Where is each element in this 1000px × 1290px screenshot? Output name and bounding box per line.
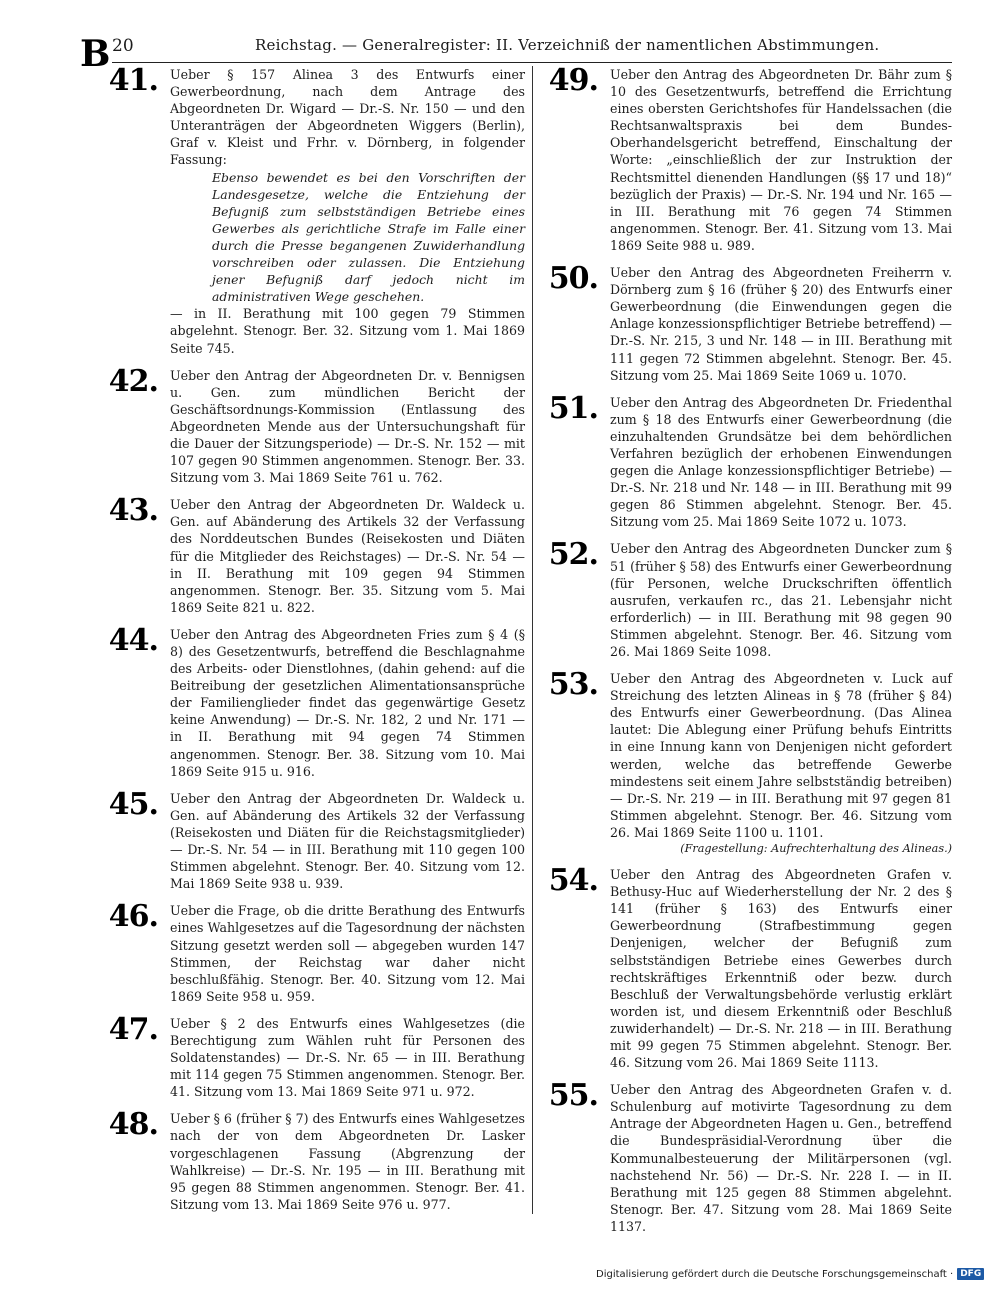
entry-number: 48. (108, 1107, 158, 1143)
vote-entry (540, 1078, 952, 1235)
entry-number: 44. (108, 622, 158, 658)
entry-number: 53. (548, 667, 598, 703)
entry-number: 49. (548, 63, 598, 98)
right-column (540, 63, 952, 1245)
entry-number: 45. (108, 786, 158, 822)
dfg-logo: DFG (957, 1268, 984, 1280)
column-divider (532, 66, 533, 1214)
entry-number: 55. (548, 1078, 598, 1114)
entry-result: — in II. Berathung mit 100 gegen 79 Stimmen abgelehnt. Stenogr. Ber. 32. Sitzung vom 1. Mai 1869 Seite 745. (170, 306, 525, 356)
running-header: Reichstag. — Generalregister: II. Verzeichniß der namentlichen Abstimmungen. (255, 36, 880, 54)
entry-text: Ueber den Antrag des Abgeordneten Dr. Friedenthal zum § 18 des Entwurfs einer Gewerbeordnung (die einzuhaltenden Grundsätze bei dem behördlichen Verfahren bezüglich der erhobenen Einwendungen gegen die Anlage konzessionspflichtiger Betriebe) — Dr.-S. Nr. 218 und Nr. 148 — in III. Berathung mit 99 gegen 86 Stimmen abgelehnt. Stenogr. Ber. 45. Sitzung vom 25. Mai 1869 Seite 1072 u. 1073. (610, 394, 952, 530)
entry-number: 41. (108, 63, 158, 98)
entry-number: 50. (548, 261, 598, 297)
entry-text: Ueber § 6 (früher § 7) des Entwurfs eines Wahlgesetzes nach der von dem Abgeordneten Dr. Lasker vorgeschlagenen Fassung (Abgrenzung der Wahlkreise) — Dr.-S. Nr. 195 — in III. Berathung mit 95 gegen 88 Stimmen angenommen. Stenogr. Ber. 41. Sitzung vom 13. Mai 1869 Seite 976 u. 977. (170, 1111, 525, 1212)
credit-text: Digitalisierung gefördert durch die Deutsche Forschungsgemeinschaft · (596, 1268, 954, 1280)
entry-text: Ueber den Antrag des Abgeordneten Grafen v. d. Schulenburg auf motivirte Tagesordnung zu dem Antrage der Abgeordneten Hagen u. Gen., betreffend die Bundespräsidial-Verordnung über die Kommunalbesteuerung der Militärpersonen (vgl. nachstehend Nr. 56) — Dr.-S. Nr. 228 I. — in II. Berathung mit 125 gegen 88 Stimmen abgelehnt. Stenogr. Ber. 47. Sitzung vom 28. Mai 1869 Seite 1137. (610, 1082, 952, 1234)
entry-quote: Ebenso bewendet es bei den Vorschriften der Landesgesetze, welche die Entziehung der Befugniß zum selbstständigen Betriebe eines Gewerbes als gerichtliche Strafe im Falle einer durch die Presse begangenen Zuwiderhandlung vorschreiben oder zulassen. Die Entziehung jener Befugniß darf jedoch nicht im administrativen Wege geschehen. (212, 169, 525, 305)
page-number: 20 (112, 36, 134, 56)
entry-number: 42. (108, 363, 158, 399)
entry-text: Ueber den Antrag des Abgeordneten Freiherrn v. Dörnberg zum § 16 (früher § 20) des Entwurfs einer Gewerbeordnung (die Einwendungen gegen die Anlage konzessionspflichtiger Betriebe betreffend) — Dr.-S. Nr. 215, 3 und Nr. 148 — in III. Berathung mit 111 gegen 72 Stimmen abgelehnt. Stenogr. Ber. 45. Sitzung vom 25. Mai 1869 Seite 1069 u. 1070. (610, 265, 952, 383)
vote-entry (540, 63, 952, 254)
entry-text: Ueber den Antrag des Abgeordneten Grafen v. Bethusy-Huc auf Wiederherstellung der Nr. 2 des § 141 (früher § 163) des Entwurfs einer Gewerbeordnung (Strafbestimmung gegen Denjenigen, welcher der Befugniß zum selbstständigen Betriebe eines Gewerbes durch rechtskräftiges Erkenntniß oder bezw. durch Beschluß der Verwaltungsbehörde verlustig erklärt worden ist, und diesem Erkenntniß oder Beschluß zuwiderhandelt) — Dr.-S. Nr. 218 — in III. Berathung mit 99 gegen 75 Stimmen abgelehnt. Stenogr. Ber. 46. Sitzung vom 26. Mai 1869 Seite 1113. (610, 867, 952, 1071)
entry-text: Ueber den Antrag der Abgeordneten Dr. Waldeck u. Gen. auf Abänderung des Artikels 32 der Verfassung des Norddeutschen Bundes (Reisekosten und Diäten für die Mitglieder des Reichstages) — Dr.-S. Nr. 54 — in II. Berathung mit 109 gegen 94 Stimmen angenommen. Stenogr. Ber. 35. Sitzung vom 5. Mai 1869 Seite 821 u. 822. (170, 497, 525, 615)
vote-entry (100, 899, 525, 1005)
left-column (100, 63, 525, 1223)
vote-entry (540, 863, 952, 1071)
vote-entry (100, 63, 525, 357)
entry-number: 52. (548, 537, 598, 573)
digitization-credit (596, 1268, 984, 1280)
vote-entry (100, 1107, 525, 1213)
entry-text: Ueber den Antrag des Abgeordneten Duncker zum § 51 (früher § 58) des Entwurfs einer Gewerbeordnung (für Personen, welche Druckschriften öffentlich ausrufen, verkaufen rc., das 21. Lebensjahr nicht erforderlich) — in III. Berathung mit 98 gegen 90 Stimmen abgelehnt. Stenogr. Ber. 46. Sitzung vom 26. Mai 1869 Seite 1098. (610, 541, 952, 659)
vote-entry (100, 622, 525, 780)
vote-entry (540, 261, 952, 384)
entry-text: Ueber die Frage, ob die dritte Berathung des Entwurfs eines Wahlgesetzes auf die Tagesordnung der nächsten Sitzung gesetzt werden soll — abgegeben wurden 147 Stimmen, der Reichstag war daher nicht beschlußfähig. Stenogr. Ber. 40. Sitzung vom 12. Mai 1869 Seite 958 u. 959. (170, 903, 525, 1004)
entry-number: 51. (548, 390, 598, 426)
entry-number: 46. (108, 899, 158, 935)
entry-text: Ueber § 2 des Entwurfs eines Wahlgesetzes (die Berechtigung zum Wählen ruht für Personen des Soldatenstandes) — Dr.-S. Nr. 65 — in III. Berathung mit 114 gegen 75 Stimmen angenommen. Stenogr. Ber. 41. Sitzung vom 13. Mai 1869 Seite 971 u. 972. (170, 1015, 525, 1100)
vote-entry (100, 786, 525, 893)
entry-number: 47. (108, 1011, 158, 1047)
vote-entry (100, 363, 525, 487)
entry-note: (Fragestellung: Aufrechterhaltung des Alineas.) (680, 842, 952, 856)
entry-text: Ueber den Antrag des Abgeordneten Fries zum § 4 (§ 8) des Gesetzentwurfs, betreffend die Beschlagnahme des Arbeits- oder Dienstlohnes, (dahin gehend: auf die Beitreibung der gesetzlichen Alimentationsansprüche der Familienglieder findet das gegenwärtige Gesetz keine Anwendung) — Dr.-S. Nr. 182, 2 und Nr. 171 — in II. Berathung mit 94 gegen 74 Stimmen angenommen. Stenogr. Ber. 38. Sitzung vom 10. Mai 1869 Seite 915 u. 916. (170, 626, 525, 779)
entry-text: Ueber § 157 Alinea 3 des Entwurfs einer Gewerbeordnung, nach dem Antrage des Abgeordneten Dr. Wigard — Dr.-S. Nr. 150 — und den Unteranträgen der Abgeordneten Wiggers (Berlin), Graf v. Kleist und Frhr. v. Dörnberg, in folgender Fassung: (170, 67, 525, 168)
entry-number: 54. (548, 863, 598, 899)
entry-text: Ueber den Antrag der Abgeordneten Dr. v. Bennigsen u. Gen. zum mündlichen Bericht der Geschäftsordnungs-Kommission (Entlassung des Abgeordneten Mende aus der Untersuchungshaft für die Dauer der Sitzungsperiode) — Dr.-S. Nr. 152 — mit 107 gegen 90 Stimmen angenommen. Stenogr. Ber. 33. Sitzung vom 3. Mai 1869 Seite 761 u. 762. (170, 367, 525, 486)
header-rule (112, 62, 952, 63)
vote-entry (540, 667, 952, 856)
section-letter: B (80, 33, 111, 75)
vote-entry (540, 390, 952, 531)
entry-text: Ueber den Antrag der Abgeordneten Dr. Waldeck u. Gen. auf Abänderung des Artikels 32 der Verfassung (Reisekosten und Diäten für die Reichstagsmitglieder) — Dr.-S. Nr. 54 — in III. Berathung mit 110 gegen 100 Stimmen abgelehnt. Stenogr. Ber. 40. Sitzung vom 12. Mai 1869 Seite 938 u. 939. (170, 790, 525, 892)
entry-number: 43. (108, 493, 158, 529)
entry-text: Ueber den Antrag des Abgeordneten v. Luck auf Streichung des letzten Alineas in § 78 (früher § 84) des Entwurfs einer Gewerbeordnung. (Das Alinea lautet: Die Ablegung einer Prüfung behufs Eintritts in eine Innung kann von Denjenigen nicht gefordert werden, welche das betreffende Gewerbe mindestens seit einem Jahre selbstständig betreiben) — Dr.-S. Nr. 219 — in III. Berathung mit 97 gegen 81 Stimmen abgelehnt. Stenogr. Ber. 46. Sitzung vom 26. Mai 1869 Seite 1100 u. 1101. (610, 671, 952, 840)
vote-entry (100, 493, 525, 616)
vote-entry (540, 537, 952, 660)
entry-text: Ueber den Antrag des Abgeordneten Dr. Bähr zum § 10 des Gesetzentwurfs, betreffend die Errichtung eines obersten Gerichtshofes für Handelssachen (die Rechtsanwaltspraxis bei dem Bundes-Oberhandelsgericht betreffend, Einschaltung der Worte: „einschließlich der zur Instruktion der Rechtsmittel dienenden Handlungen (§§ 17 und 18)“ bezüglich der Praxis) — Dr.-S. Nr. 194 und Nr. 165 — in III. Berathung mit 76 gegen 74 Stimmen angenommen. Stenogr. Ber. 41. Sitzung vom 13. Mai 1869 Seite 988 u. 989. (610, 67, 952, 253)
vote-entry (100, 1011, 525, 1100)
